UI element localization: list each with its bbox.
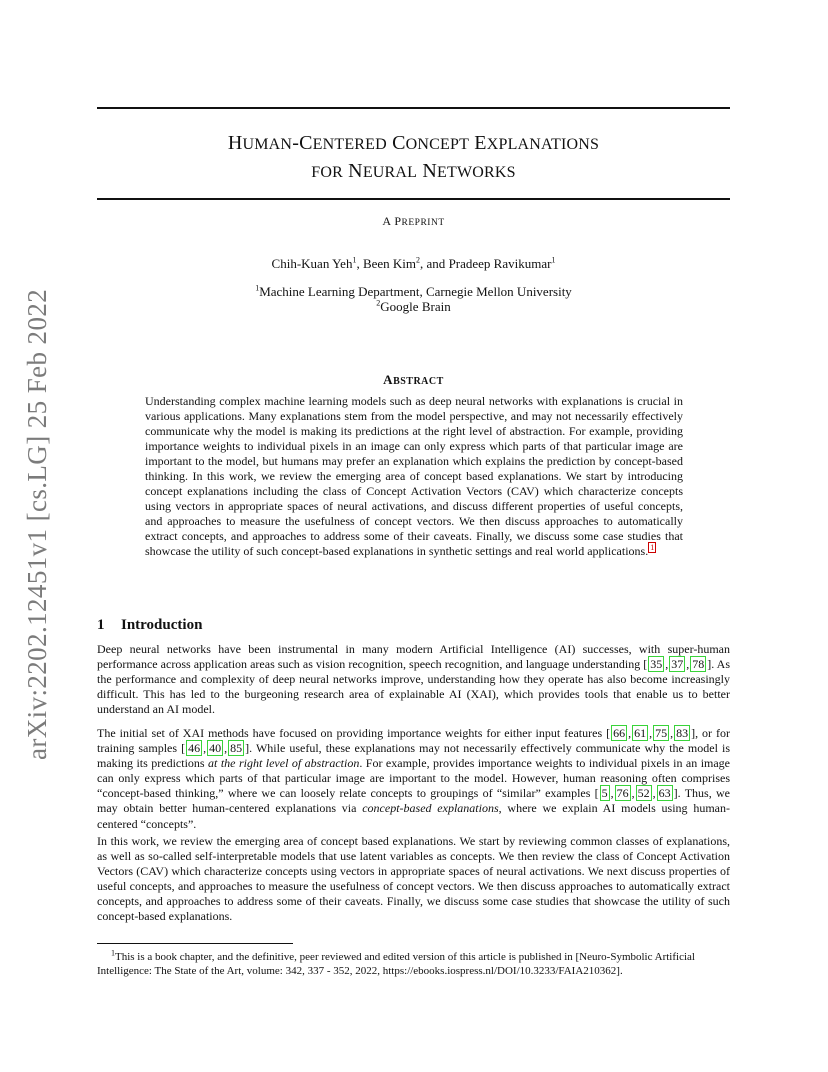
arxiv-identifier-stamp: arXiv:2202.12451v1 [cs.LG] 25 Feb 2022 bbox=[22, 288, 52, 760]
citation-link[interactable]: 63 bbox=[658, 786, 671, 801]
affiliation-2: $^2$Google Brain bbox=[376, 298, 451, 314]
affiliation-1: $^1$Machine Learning Department, Carnegie Mellon University bbox=[255, 283, 572, 299]
citation-link[interactable]: 75 bbox=[655, 726, 668, 740]
title-bottom-rule bbox=[97, 198, 730, 200]
citation-link[interactable]: 61 bbox=[634, 726, 647, 740]
citation-link[interactable]: 46 bbox=[188, 741, 201, 756]
author-list: Chih-Kuan Yeh$^1$, Been Kim$^2$, and Pradeep Ravikumar$^1$ bbox=[271, 255, 556, 271]
author-name: Been Kim bbox=[362, 256, 417, 271]
abstract-body: Understanding complex machine learning models such as deep neural networks with explanations is crucial in various applications. Many explanations stem from the model perspective, and may not necessarily effectively communicate why the model is making its predictions at the right level of abstraction. For example, providing importance weights to individual pixels in an image can only express which parts of that particular image are important to the model, but humans may prefer an explanation which explains the prediction by concept-based thinking. In this work, we review the emerging area of concept based explanations. We start by introducing concept explanations including the class of Concept Activation Vectors (CAV) which characterize concepts using vectors in appropriate spaces of neural activations, and discuss different properties of useful concepts, and approaches to measure the usefulness of concept vectors. We then discuss approaches to automatically extract concepts, and approaches to address some of their caveats. Finally, we discuss some case studies that showcase the utility of such concept-based explanations in synthetic settings and real world applications. $^1$ bbox=[145, 394, 683, 558]
affiliations bbox=[97, 284, 730, 314]
citation-link[interactable]: 66 bbox=[613, 726, 626, 740]
citation-link[interactable]: 52 bbox=[637, 786, 650, 801]
abstract-heading: ABSTRACT bbox=[383, 372, 444, 387]
citation-link[interactable]: 35 bbox=[650, 657, 663, 672]
citation-link[interactable]: 37 bbox=[671, 657, 684, 672]
title-top-rule bbox=[97, 107, 730, 109]
title-line-1: HUMAN-CENTERED CONCEPT EXPLANATIONS bbox=[227, 132, 600, 154]
intro-paragraph-3: In this work, we review the emerging area of concept based explanations. We start by reviewing common classes of explanations, as well as so-called self-interpretable models that use latent variables as concepts. We then review the class of Concept Activation Vectors (CAV) which characterize concepts using vectors in appropriate spaces of neural activations. We next discuss properties of useful concepts, and approaches to measure the usefulness of concept vectors. We then discuss approaches to automatically extract concepts, and approaches to address some of their caveats. Finally, we discuss some case studies that showcase the utility of such concept-based explanations. bbox=[97, 834, 730, 924]
intro-paragraph-1: Deep neural networks have been instrumental in many modern Artificial Intelligence (AI) successes, with super-human performance across application areas such as vision recognition, speech recognition, and language understanding [ 35 , 37 , 78 ]. As the performance and complexity of deep neural networks improve, understanding how they operate has also become increasingly difficult. This has led to the burgeoning research area of explainable AI (XAI), which provides tools that enable us to better understand an AI model. bbox=[97, 642, 730, 717]
title-line-2: FOR NEURAL NETWORKS bbox=[311, 160, 516, 182]
citation-link[interactable]: 40 bbox=[209, 741, 222, 756]
citation-link[interactable]: 85 bbox=[230, 741, 243, 756]
citation-link[interactable]: 83 bbox=[676, 726, 689, 740]
citation-link[interactable]: 5 bbox=[601, 786, 608, 801]
preprint-label: A PREPRINT bbox=[382, 214, 445, 228]
paper-title bbox=[97, 130, 730, 186]
author-name: Pradeep Ravikumar bbox=[448, 256, 552, 271]
author-name: Chih-Kuan Yeh bbox=[271, 256, 353, 271]
footnote-link[interactable]: 1 bbox=[650, 543, 655, 552]
footnote: $^1$This is a book chapter, and the definitive, peer reviewed and edited version of this article is published in [Neuro-Symbolic Artificial Intelligence: The State of the Art, volume: 342, 337 - 352, 2022, https://ebooks.iospress.nl/DOI/10.3233/FAIA210362]. bbox=[97, 948, 695, 977]
intro-paragraph-2: The initial set of XAI methods have focused on providing importance weights for either input features [ 66 , 61 , 75 , 83 ], or for training samples [ 46 , 40 , 85 ]. While useful, these explanations may not necessarily effectively communicate why the model is making its predictions at the right level of abstraction. For example, provides importance weights to individual pixels in an image can only express which parts of that particular image are important to the model. However, human reasoning often comprises “concept-based thinking,” where we can loosely relate concepts to groupings of “similar” examples [ 5 , 76 , 52 , 63 ]. Thus, we may obtain better human-centered explanations via concept-based explanations, where we explain AI models using human-centered “concepts”. bbox=[97, 726, 731, 831]
citation-link[interactable]: 78 bbox=[692, 657, 705, 672]
footnote-rule bbox=[97, 943, 293, 944]
citation-link[interactable]: 76 bbox=[616, 786, 629, 801]
section-heading-introduction: 1 Introduction bbox=[97, 617, 203, 633]
